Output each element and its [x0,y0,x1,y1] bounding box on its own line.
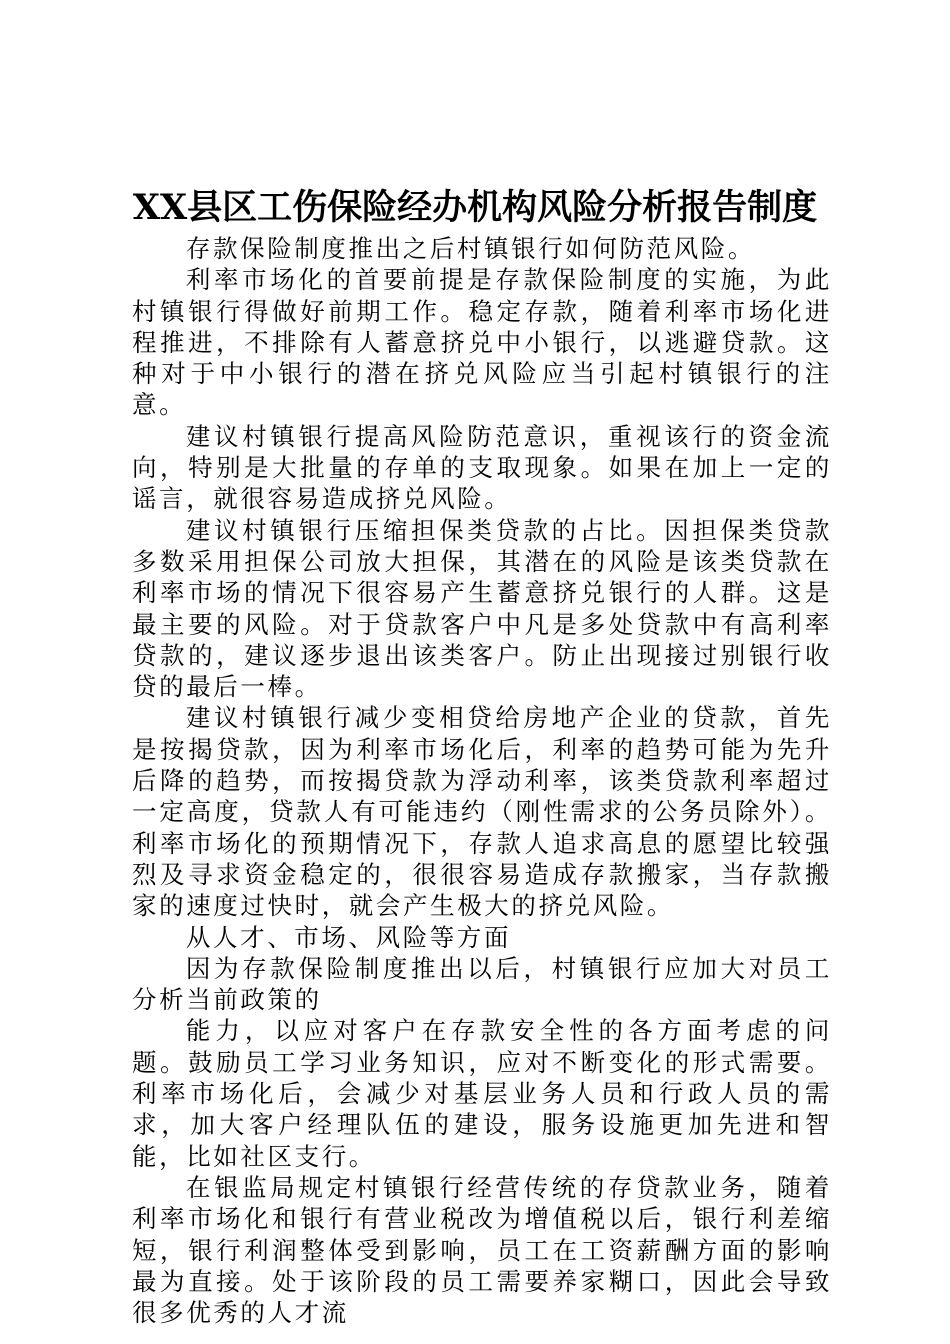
paragraph-intro: 存款保险制度推出之后村镇银行如何防范风险。 [185,234,755,263]
paragraph-regulation: 在银监局规定村镇银行经营传统的存贷款业务，随着利率市场化和银行有营业税改为增值税以后，银行利差缩短，银行利润整体受到影响，员工在工资薪酬方面的影响最为直接。处于该阶段的员工需要养家糊口，因此会导致很多优秀的人才流 [132,1172,832,1328]
document-body [132,233,832,1328]
paragraph-staff-ability: 能力，以应对客户在存款安全性的各方面考虑的问题。鼓励员工学习业务知识，应对不断变化的形式需要。利率市场化后，会减少对基层业务人员和行政人员的需求，加大客户经理队伍的建设，服务设施更加先进和智能，比如社区支行。 [132,1016,832,1171]
paragraph-risk-awareness: 建议村镇银行提高风险防范意识，重视该行的资金流向，特别是大批量的存单的支取现象。如果在加上一定的谣言，就很容易造成挤兑风险。 [132,421,832,514]
paragraph-aspects: 从人才、市场、风险等方面 [185,922,512,952]
paragraph-guarantee-loans: 建议村镇银行压缩担保类贷款的占比。因担保类贷款多数采用担保公司放大担保，其潜在的风险是该类贷款在利率市场的情况下很容易产生蓄意挤兑银行的人群。这是最主要的风险。对于贷款客户中凡是多处贷款中有高利率贷款的，建议逐步退出该类客户。防止出现接过别银行收贷的最后一棒。 [132,515,832,702]
paragraph-real-estate-loans: 建议村镇银行减少变相贷给房地产企业的贷款，首先是按揭贷款，因为利率市场化后，利率的趋势可能为先升后降的趋势，而按揭贷款为浮动利率，该类贷款利率超过一定高度，贷款人有可能违约（刚性需求的公务员除外）。利率市场化的预期情况下，存款人追求高息的愿望比较强烈及寻求资金稳定的，很很容易造成存款搬家，当存款搬家的速度过快时，就会产生极大的挤兑风险。 [132,703,832,921]
paragraph-staff-policy: 因为存款保险制度推出以后，村镇银行应加大对员工分析当前政策的 [132,953,832,1015]
document-title: XX县区工伤保险经办机构风险分析报告制度 [132,187,818,228]
paragraph-rate-marketization: 利率市场化的首要前提是存款保险制度的实施，为此村镇银行得做好前期工作。稳定存款，随着利率市场化进程推进，不排除有人蓄意挤兑中小银行，以逃避贷款。这种对于中小银行的潜在挤兑风险应当引起村镇银行的注意。 [132,265,832,420]
